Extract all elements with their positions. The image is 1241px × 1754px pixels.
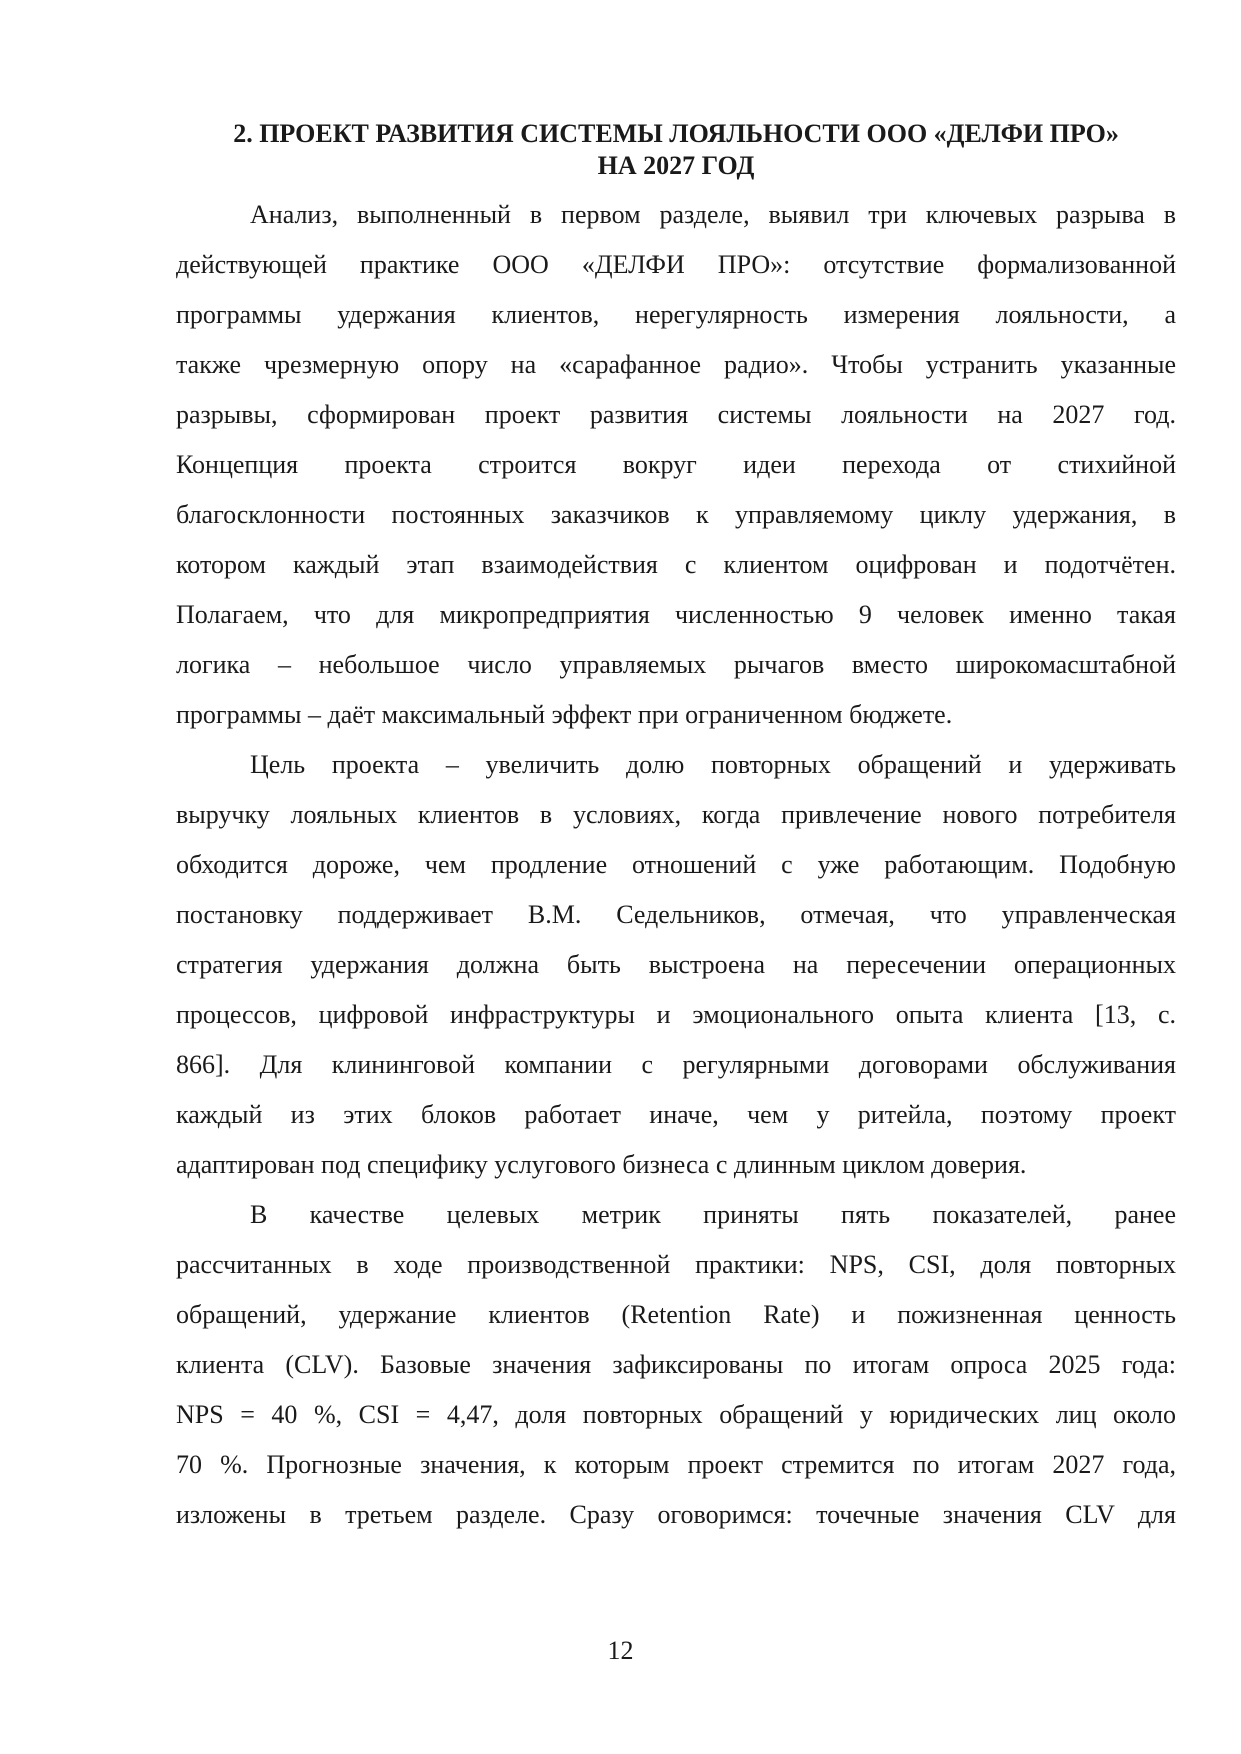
text-line: обращений, удержание клиентов (Retention Rate) и пожизненная ценность	[176, 1300, 1176, 1329]
text-line: стратегия удержания должна быть выстроена на пересечении операционных	[176, 950, 1176, 979]
text-line: В качестве целевых метрик приняты пять показателей, ранее	[250, 1200, 1176, 1229]
text-line: котором каждый этап взаимодействия с клиентом оцифрован и подотчётен.	[176, 550, 1176, 579]
section-heading-line-1: 2. ПРОЕКТ РАЗВИТИЯ СИСТЕМЫ ЛОЯЛЬНОСТИ ООО «ДЕЛФИ ПРО»	[233, 119, 1119, 148]
text-line: каждый из этих блоков работает иначе, чем у ритейла, поэтому проект	[176, 1100, 1176, 1129]
section-heading	[176, 118, 1176, 182]
text-line: процессов, цифровой инфраструктуры и эмоционального опыта клиента [13, с.	[176, 1000, 1176, 1029]
text-line: рассчитанных в ходе производственной практики: NPS, CSI, доля повторных	[176, 1250, 1176, 1279]
text-line: 70 %. Прогнозные значения, к которым проект стремится по итогам 2027 года,	[176, 1450, 1176, 1479]
text-line: Анализ, выполненный в первом разделе, выявил три ключевых разрыва в	[250, 200, 1176, 229]
text-line: Концепция проекта строится вокруг идеи перехода от стихийной	[176, 450, 1176, 479]
section-heading-line-2: НА 2027 ГОД	[597, 151, 755, 180]
text-line: Цель проекта – увеличить долю повторных обращений и удерживать	[250, 750, 1176, 779]
text-line: благосклонности постоянных заказчиков к управляемому циклу удержания, в	[176, 500, 1176, 529]
text-line: выручку лояльных клиентов в условиях, когда привлечение нового потребителя	[176, 800, 1176, 829]
text-line: программы удержания клиентов, нерегулярность измерения лояльности, а	[176, 300, 1176, 329]
text-line: также чрезмерную опору на «сарафанное радио». Чтобы устранить указанные	[176, 350, 1176, 379]
paragraph-analysis	[176, 190, 1176, 740]
paragraph-goal	[176, 740, 1176, 1190]
text-line: логика – небольшое число управляемых рычагов вместо широкомасштабной	[176, 650, 1176, 679]
text-line: Полагаем, что для микропредприятия численностью 9 человек именно такая	[176, 600, 1176, 629]
text-line: программы – даёт максимальный эффект при ограниченном бюджете.	[176, 700, 953, 729]
text-line: клиента (CLV). Базовые значения зафиксированы по итогам опроса 2025 года:	[176, 1350, 1176, 1379]
text-line: адаптирован под специфику услугового бизнеса с длинным циклом доверия.	[176, 1150, 1027, 1179]
text-line: обходится дороже, чем продление отношений с уже работающим. Подобную	[176, 850, 1176, 879]
text-line: 866]. Для клининговой компании с регулярными договорами обслуживания	[176, 1050, 1176, 1079]
text-line: NPS = 40 %, CSI = 4,47, доля повторных обращений у юридических лиц около	[176, 1400, 1176, 1429]
text-line: разрывы, сформирован проект развития системы лояльности на 2027 год.	[176, 400, 1176, 429]
text-line: постановку поддерживает В.М. Седельников, отмечая, что управленческая	[176, 900, 1176, 929]
body-text	[176, 190, 1176, 1540]
text-line: изложены в третьем разделе. Сразу оговоримся: точечные значения CLV для	[176, 1500, 1176, 1529]
page-number: 12	[607, 1636, 634, 1665]
text-line: действующей практике ООО «ДЕЛФИ ПРО»: отсутствие формализованной	[176, 250, 1176, 279]
paragraph-metrics	[176, 1190, 1176, 1540]
